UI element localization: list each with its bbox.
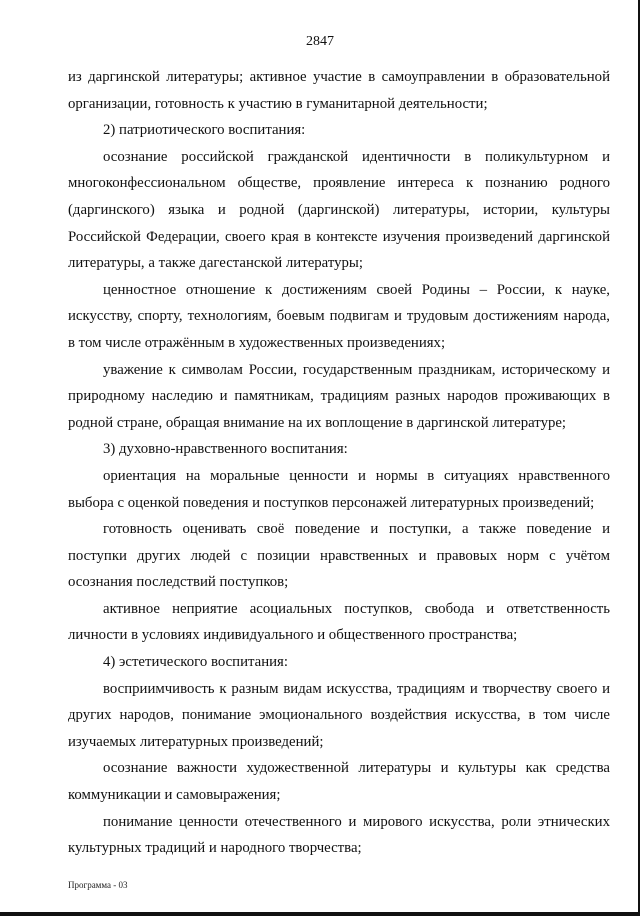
footer-label: Программа - 03 [68, 880, 128, 890]
paragraph-continuation: из даргинской литературы; активное участие в самоуправлении в образовательной организации, готовность к участию в гуманитарной деятельности; [68, 69, 610, 112]
paragraph-art-value: понимание ценности отечественного и мирового искусства, роли этнических культурных традиций и народного творчества; [68, 813, 610, 857]
heading-spiritual-moral-education: 3) духовно-нравственного воспитания: [103, 441, 348, 458]
paragraph-civic-identity: осознание российской гражданской идентичности в поликультурном и многоконфессиональном обществе, проявление интереса к познанию родного (даргинского) языка и родной (даргинской) литературы, истории, культуры Российской Федерации, своего края в контексте изучения произведений даргинской литературы, а также дагестанской литературы; [68, 148, 610, 272]
heading-patriotic-education: 2) патриотического воспитания: [103, 122, 306, 139]
paragraph-art-receptivity: восприимчивость к разным видам искусства, традициям и творчеству своего и других народов, понимание эмоционального воздействия искусства, в том числе изучаемых литературных произведений; [68, 680, 610, 750]
paragraph-respect-symbols: уважение к символам России, государственным праздникам, историческому и природному наследию и памятникам, традициям разных народов проживающих в родной стране, обращая внимание на их воплощение в даргинской литературе; [68, 361, 610, 431]
document-body [68, 64, 610, 862]
heading-aesthetic-education: 4) эстетического воспитания: [103, 654, 288, 671]
paragraph-self-evaluation: готовность оценивать своё поведение и поступки, а также поведение и поступки других людей с позиции нравственных и правовых норм с учётом осознания последствий поступков; [68, 521, 610, 591]
paragraph-rejection-asocial: активное неприятие асоциальных поступков, свобода и ответственность личности в условиях индивидуального и общественного пространства; [68, 600, 610, 644]
paragraph-moral-values: ориентация на моральные ценности и нормы в ситуациях нравственного выбора с оценкой поведения и поступков персонажей литературных произведений; [68, 467, 610, 511]
page-number: 2847 [306, 34, 334, 49]
paragraph-literature-importance: осознание важности художественной литературы и культуры как средства коммуникации и самовыражения; [68, 760, 610, 804]
paragraph-homeland-achievements: ценностное отношение к достижениям своей Родины – России, к науке, искусству, спорту, технологиям, боевым подвигам и трудовым достижениям народа, в том числе отражённым в художественных произведениях; [68, 281, 610, 351]
